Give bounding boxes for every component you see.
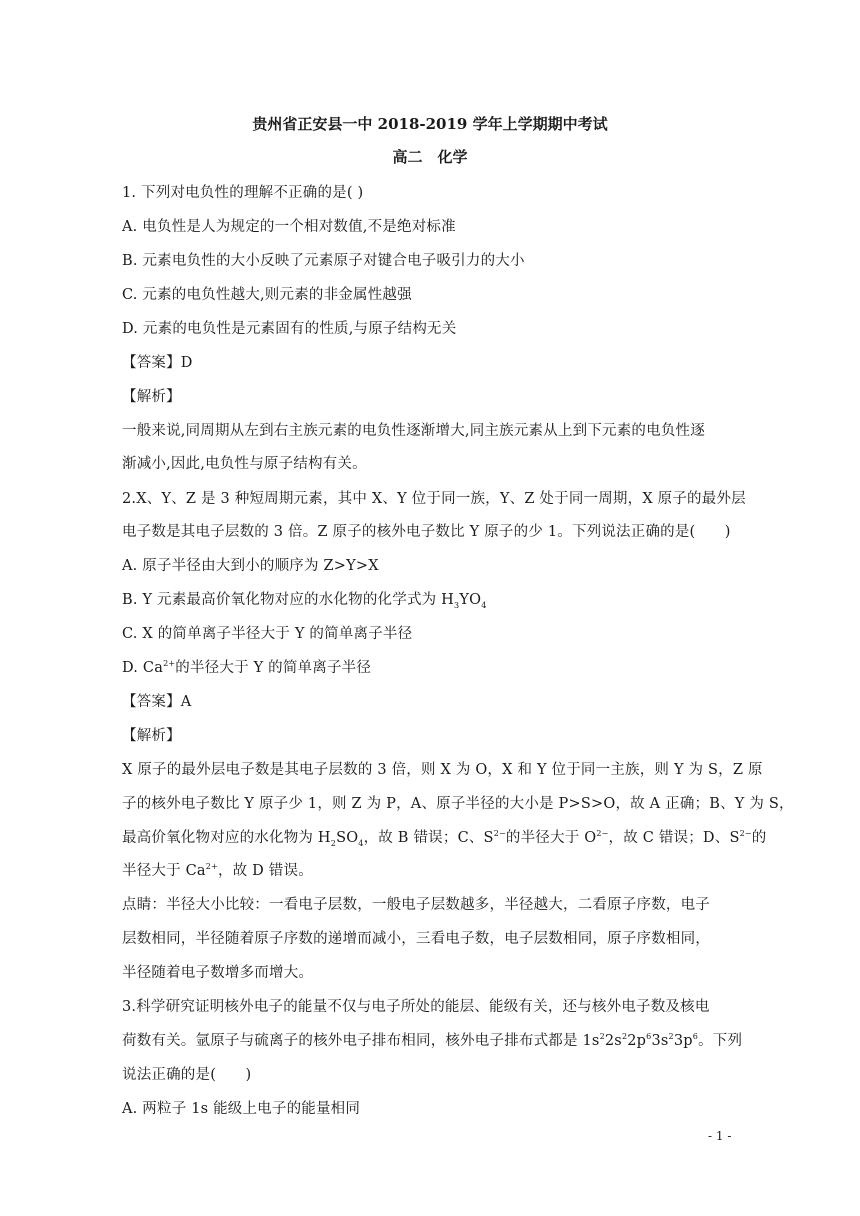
q1-analysis-line: 一般来说,同周期从左到右主族元素的电负性逐渐增大,同主族元素从上到下元素的电负性逐 [122, 423, 705, 439]
q2-analysis-label: 【解析】 [122, 728, 181, 744]
q3-option-a: A. 两粒子 1s 能级上电子的能量相同 [122, 1101, 361, 1117]
q1-option-c: C. 元素的电负性越大,则元素的非金属性越强 [122, 287, 412, 303]
q1-answer: 【答案】D [122, 355, 193, 371]
q2-tip-line: 层数相同，半径随着原子序数的递增而减小，三看电子数，电子层数相同，原子序数相同， [122, 931, 710, 947]
q3-stem-line: 3.科学研究证明核外电子的能量不仅与电子所处的能层、能级有关，还与核外电子数及核电 [122, 999, 710, 1015]
q2-analysis-line: 子的核外电子数比 Y 原子少 1，则 Z 为 P，A、原子半径的大小是 P>S>O，故 A 正确；B、Y 为 S， [122, 796, 794, 812]
q2-analysis-line: 半径大于 $Ca^{2+}$，故 D 错误。 [122, 862, 313, 879]
q2-option-c: C. X 的简单离子半径大于 Y 的简单离子半径 [122, 626, 413, 642]
q2-tip-line: 半径随着电子数增多而增大。 [122, 965, 314, 981]
q3-stem-line: 荷数有关。氩原子与硫离子的核外电子排布相同，核外电子排布式都是 $1s^22s^22p^63s^23p^6$。下列 [122, 1032, 743, 1049]
q2-option-a: A. 原子半径由大到小的顺序为 Z>Y>X [122, 558, 379, 574]
q1-analysis-label: 【解析】 [122, 389, 181, 405]
q1-option-b: B. 元素电负性的大小反映了元素原子对键合电子吸引力的大小 [122, 253, 525, 269]
q2-analysis-line: X 原子的最外层电子数是其电子层数的 3 倍，则 X 为 O，X 和 Y 位于同一主族，则 Y 为 S，Z 原 [122, 762, 763, 778]
document-title: 贵州省正安县一中 2018-2019 学年上学期期中考试 [252, 115, 608, 133]
q2-stem-line: 2.X、Y、Z 是 3 种短周期元素，其中 X、Y 位于同一族，Y、Z 处于同一周期，X 原子的最外层 [122, 491, 746, 507]
page-number: - 1 - [708, 1129, 732, 1143]
q2-answer: 【答案】A [122, 694, 192, 710]
q1-option-a: A. 电负性是人为规定的一个相对数值,不是绝对标准 [122, 219, 456, 235]
q2-stem-line: 电子数是其电子层数的 3 倍。Z 原子的核外电子数比 Y 原子的少 1。下列说法正确的是( ) [122, 524, 731, 540]
q2-option-b: B. Y 元素最高价氧化物对应的水化物的化学式为 $H_3YO_4$ [122, 592, 487, 610]
q1-stem: 1. 下列对电负性的理解不正确的是( ) [122, 185, 364, 201]
q2-option-d: D. $Ca^{2+}$的半径大于 Y 的简单离子半径 [122, 659, 372, 676]
q3-stem-line: 说法正确的是( ) [122, 1067, 252, 1083]
q1-option-d: D. 元素的电负性是元素固有的性质,与原子结构无关 [122, 321, 457, 337]
q2-analysis-line: 最高价氧化物对应的水化物为 $H_2SO_4$，故 B 错误；C、$S^{2-}$的半径大于 $O^{2-}$，故 C 错误；D、$S^{2-}$的 [122, 829, 767, 848]
q2-tip-line: 点睛：半径大小比较：一看电子层数，一般电子层数越多，半径越大，二看原子序数，电子 [122, 897, 710, 913]
document-subtitle: 高二 化学 [392, 148, 468, 166]
q1-analysis-line: 渐减小,因此,电负性与原子结构有关。 [122, 456, 367, 472]
